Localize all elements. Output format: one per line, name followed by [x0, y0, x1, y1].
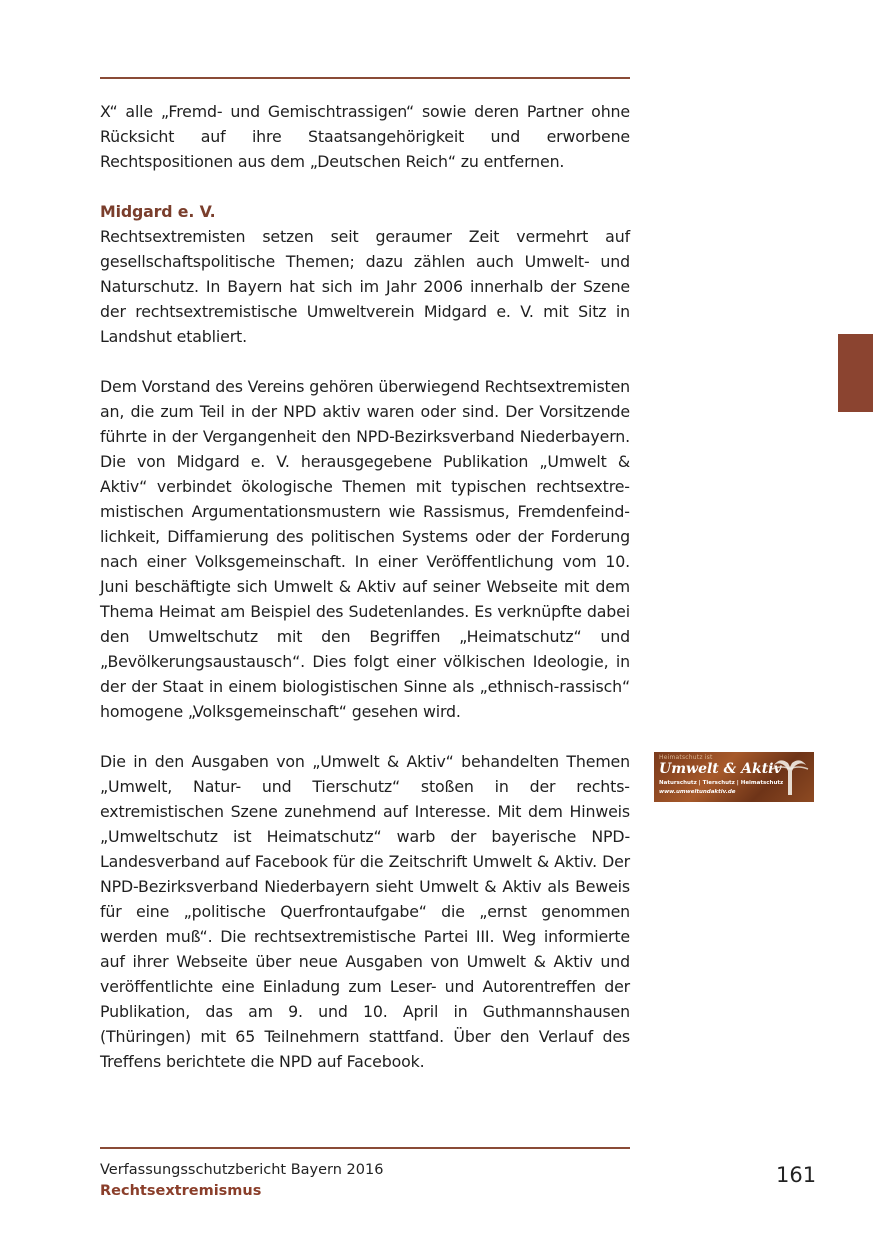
page-number: 161 [776, 1163, 817, 1187]
irminsul-icon [770, 755, 810, 799]
chapter-side-tab [838, 334, 873, 412]
footer-rule [100, 1147, 630, 1149]
logo-subtitle: Heimatschutz ist [659, 754, 713, 761]
paragraph-2: Dem Vorstand des Vereins gehören überwiegend Rechtsextremisten an, die zum Teil in der NPD aktiv waren oder sind. Der Vorsitzende führte in der Vergangenheit den NPD-Bezirksverband Niederbayern. Die von Midgard e. V. herausgegebene Publikation „Umwelt & Aktiv“ verbindet ökologische Themen mit typischen rechtsextremistischen Argumentationsmustern wie Rassismus, Fremdenfeindlichkeit, Diffamierung des politischen Systems oder der Forderung nach einer Volksgemeinschaft. In einer Veröffentlichung vom 10. Juni beschäftigte sich Umwelt & Aktiv auf seiner Webseite mit dem Thema Heimat am Beispiel des Sudetenlandes. Es verknüpfte dabei den Umweltschutz mit den Begriffen „Heimatschutz“ und „Bevölkerungsaustausch“. Dies folgt einer völkischen Ideologie, in der der Staat in einem biologistischen Sinne als „ethnisch-rassisch“ homogene „Volksgemeinschaft“ gesehen wird. [100, 377, 631, 721]
header-rule [100, 77, 630, 79]
logo-tagline: Naturschutz | Tierschutz | Heimatschutz [659, 780, 784, 786]
paragraph-3: Die in den Ausgaben von „Umwelt & Aktiv“ behandelten Themen „Umwelt, Natur- und Tierschutz“ stoßen in der rechtsextremistischen Szene zunehmend auf Interesse. Mit dem Hinweis „Umweltschutz ist Heimatschutz“ warb der bayerische NPD-Landesverband auf Facebook für die Zeitschrift Umwelt & Aktiv. Der NPD-Bezirksverband Niederbayern sieht Umwelt & Aktiv als Beweis für eine „politische Querfrontaufgabe“ die „ernst genommen werden muß“. Die rechtsextremistische Partei III. Weg informierte auf ihrer Webseite über neue Ausgaben von Umwelt & Aktiv und veröffentlichte eine Einladung zum Leser- und Autorentreffen der Publikation, das am 9. und 10. April in Guthmannshausen (Thüringen) mit 65 Teilnehmern stattfand. Über den Verlauf des Treffens berichtete die NPD auf Facebook. [100, 752, 630, 1071]
footer-chapter: Rechtsextremismus [100, 1183, 262, 1199]
logo-title: Umwelt & Aktiv [659, 761, 782, 777]
footer-publication: Verfassungsschutzbericht Bayern 2016 [100, 1162, 384, 1178]
main-text-column [100, 99, 630, 1074]
section-heading: Midgard e. V. [100, 202, 216, 221]
umwelt-aktiv-logo-image [654, 752, 814, 802]
paragraph-intro: X“ alle „Fremd- und Gemischtrassigen“ sowie deren Partner ohne Rücksicht auf ihre Staatsangehörigkeit und erworbene Rechtspositionen aus dem „Deutschen Reich“ zu entfernen. [100, 102, 630, 171]
paragraph-1: Rechtsextremisten setzen seit geraumer Zeit vermehrt auf gesellschaftspolitische Themen; dazu zählen auch Umwelt- und Naturschutz. In Bayern hat sich im Jahr 2006 innerhalb der Szene der rechtsextremistische Umweltverein Midgard e. V. mit Sitz in Landshut etabliert. [100, 227, 630, 346]
logo-url: www.umweltundaktiv.de [659, 789, 736, 795]
